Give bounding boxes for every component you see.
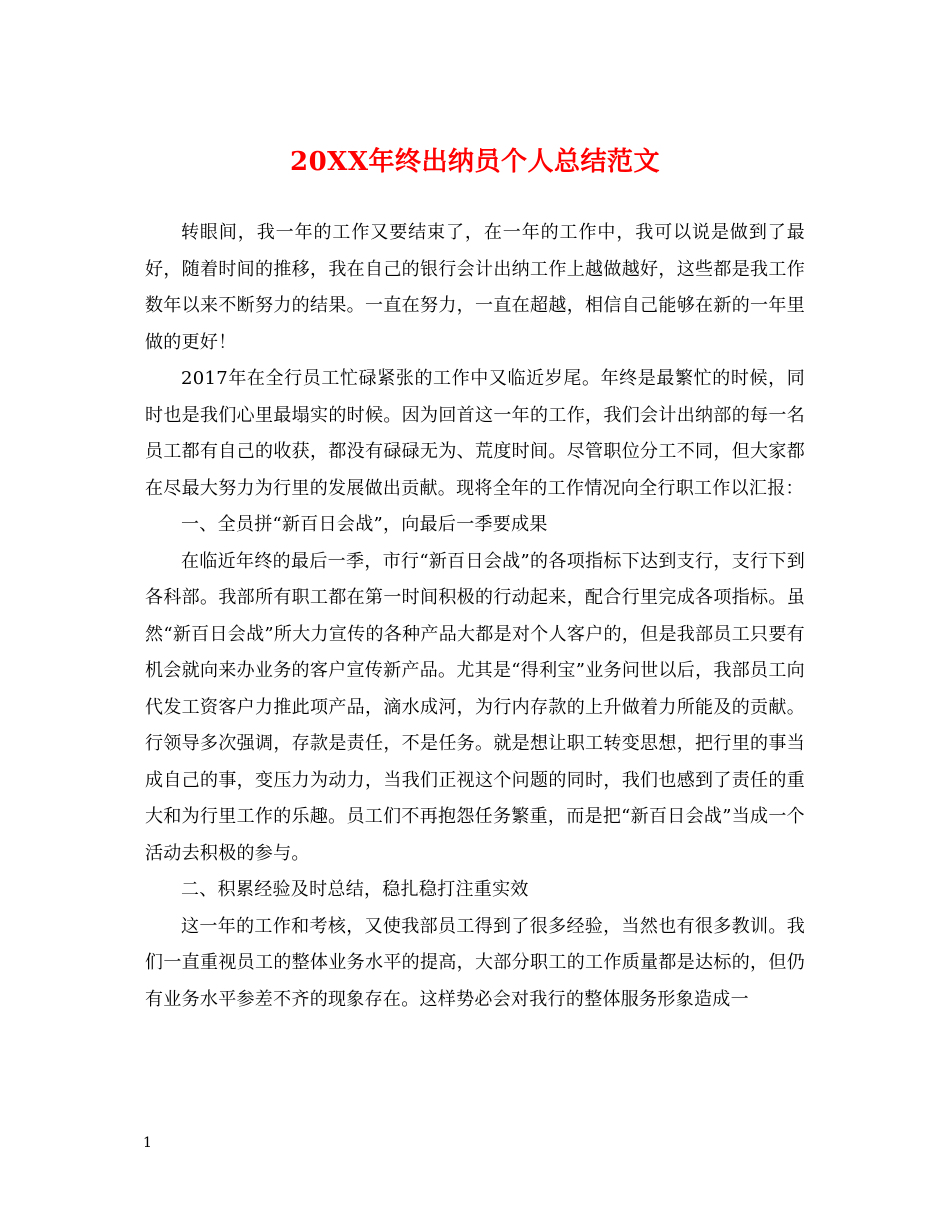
- page-number: 1: [143, 1135, 152, 1151]
- paragraph: 转眼间，我一年的工作又要结束了，在一年的工作中，我可以说是做到了最好，随着时间的推移，我在自己的银行会计出纳工作上越做越好，这些都是我工作数年以来不断努力的结果。一直在努力，一直在超越，相信自己能够在新的一年里做的更好！: [145, 222, 805, 353]
- section-heading: 一、全员拼“新百日会战”，向最后一季要成果: [181, 514, 548, 535]
- paragraph: 这一年的工作和考核，又使我部员工得到了很多经验，当然也有很多教训。我们一直重视员工的整体业务水平的提高，大部分职工的工作质量都是达标的，但仍有业务水平参差不齐的现象存在。这样势必会对我行的整体服务形象造成一: [145, 915, 805, 1010]
- paragraph: 2017年在全行员工忙碌紧张的工作中又临近岁尾。年终是最繁忙的时候，同时也是我们心里最塌实的时候。因为回首这一年的工作，我们会计出纳部的每一名员工都有自己的收获，都没有碌碌无为、荒度时间。尽管职位分工不同，但大家都在尽最大努力为行里的发展做出贡献。现将全年的工作情况向全行职工作以汇报：: [145, 368, 805, 499]
- paragraph: 在临近年终的最后一季，市行“新百日会战”的各项指标下达到支行，支行下到各科部。我部所有职工都在第一时间积极的行动起来，配合行里完成各项指标。虽然“新百日会战”所大力宣传的各种产品大都是对个人客户的，但是我部员工只要有机会就向来办业务的客户宣传新产品。尤其是“得利宝”业务问世以后，我部员工向代发工资客户力推此项产品，滴水成河，为行内存款的上升做着力所能及的贡献。行领导多次强调，存款是责任，不是任务。就是想让职工转变思想，把行里的事当成自己的事，变压力为动力，当我们正视这个问题的同时，我们也感到了责任的重大和为行里工作的乐趣。员工们不再抱怨任务繁重，而是把“新百日会战”当成一个活动去积极的参与。: [145, 550, 805, 864]
- section-heading: 二、积累经验及时总结，稳扎稳打注重实效: [181, 879, 529, 900]
- document-title: 20XX年终出纳员个人总结范文: [289, 147, 661, 177]
- document-body: [145, 215, 805, 1018]
